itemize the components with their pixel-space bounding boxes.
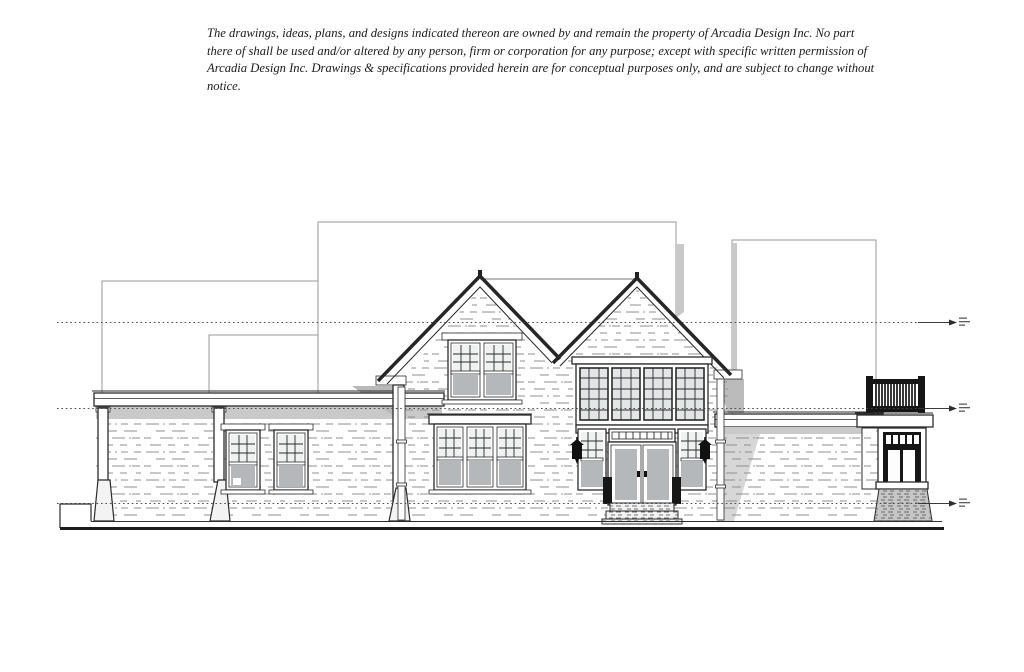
window-head [269, 424, 313, 430]
band-window-3 [644, 368, 672, 420]
window-sill [221, 490, 265, 494]
window-head-band [429, 415, 531, 424]
peak-finial [478, 270, 482, 277]
gable-pair-window [442, 333, 522, 404]
gable-triple-window [427, 414, 532, 494]
massing-shadow-strip [676, 244, 684, 318]
window-sill [269, 490, 313, 494]
window-sill [429, 490, 531, 494]
elevation-marker-1 [918, 318, 970, 326]
window-sill [442, 400, 522, 404]
downspout-right [716, 379, 726, 520]
peak-finial [635, 272, 639, 279]
glass-glint [233, 478, 241, 485]
cornice-shadow [717, 427, 879, 434]
right-bay-window [878, 428, 926, 489]
balusters [876, 384, 915, 406]
wing-window-2 [269, 424, 313, 494]
band-window-2 [612, 368, 640, 420]
elevation-marker-2 [918, 404, 970, 412]
window-head [442, 333, 522, 340]
sidelight-right [678, 429, 706, 490]
massing-block-left-low [209, 335, 318, 393]
entry-steps [602, 503, 682, 524]
entry-newel-right [672, 477, 681, 504]
bay-base-band [876, 482, 928, 489]
entry-door [608, 442, 676, 505]
disclaimer-line: The drawings, ideas, plans, and designs indicated thereon are owned by and remain the property of Arcadia Design Inc. No part [207, 26, 855, 40]
railing-post [866, 376, 873, 413]
railing-post [918, 376, 925, 413]
disclaimer-line: notice. [207, 78, 241, 93]
band-window-4 [676, 368, 704, 420]
entry-transom [609, 429, 675, 442]
entry-window-band [572, 357, 712, 433]
disclaimer-line: there of shall be used and/or altered by any person, firm or corporation for any purpose; except with specific written permission of [207, 43, 868, 58]
wing-window-1 [221, 424, 265, 494]
grade-step [60, 504, 91, 528]
elevation-marker-arrow-icon [949, 501, 957, 507]
door-handle [637, 471, 640, 477]
elevation-marker-arrow-icon [949, 320, 957, 326]
massing-block-right [732, 240, 876, 414]
downspout-left [397, 387, 407, 520]
porch-fascia [94, 393, 444, 406]
window-head [221, 424, 265, 430]
brick-texture [716, 427, 882, 521]
bay-cornice [857, 415, 933, 427]
sidelight-left [578, 429, 606, 490]
disclaimer-line: Arcadia Design Inc. Drawings & specifications provided herein are for conceptual purposes only, and are subject to change without [207, 61, 875, 76]
door-handle [644, 471, 647, 477]
band-head [572, 357, 712, 364]
elevation-marker-arrow-icon [949, 406, 957, 412]
entry-newel-left [603, 477, 612, 504]
band-window-1 [580, 368, 608, 420]
roof-deck-railing [866, 376, 925, 413]
